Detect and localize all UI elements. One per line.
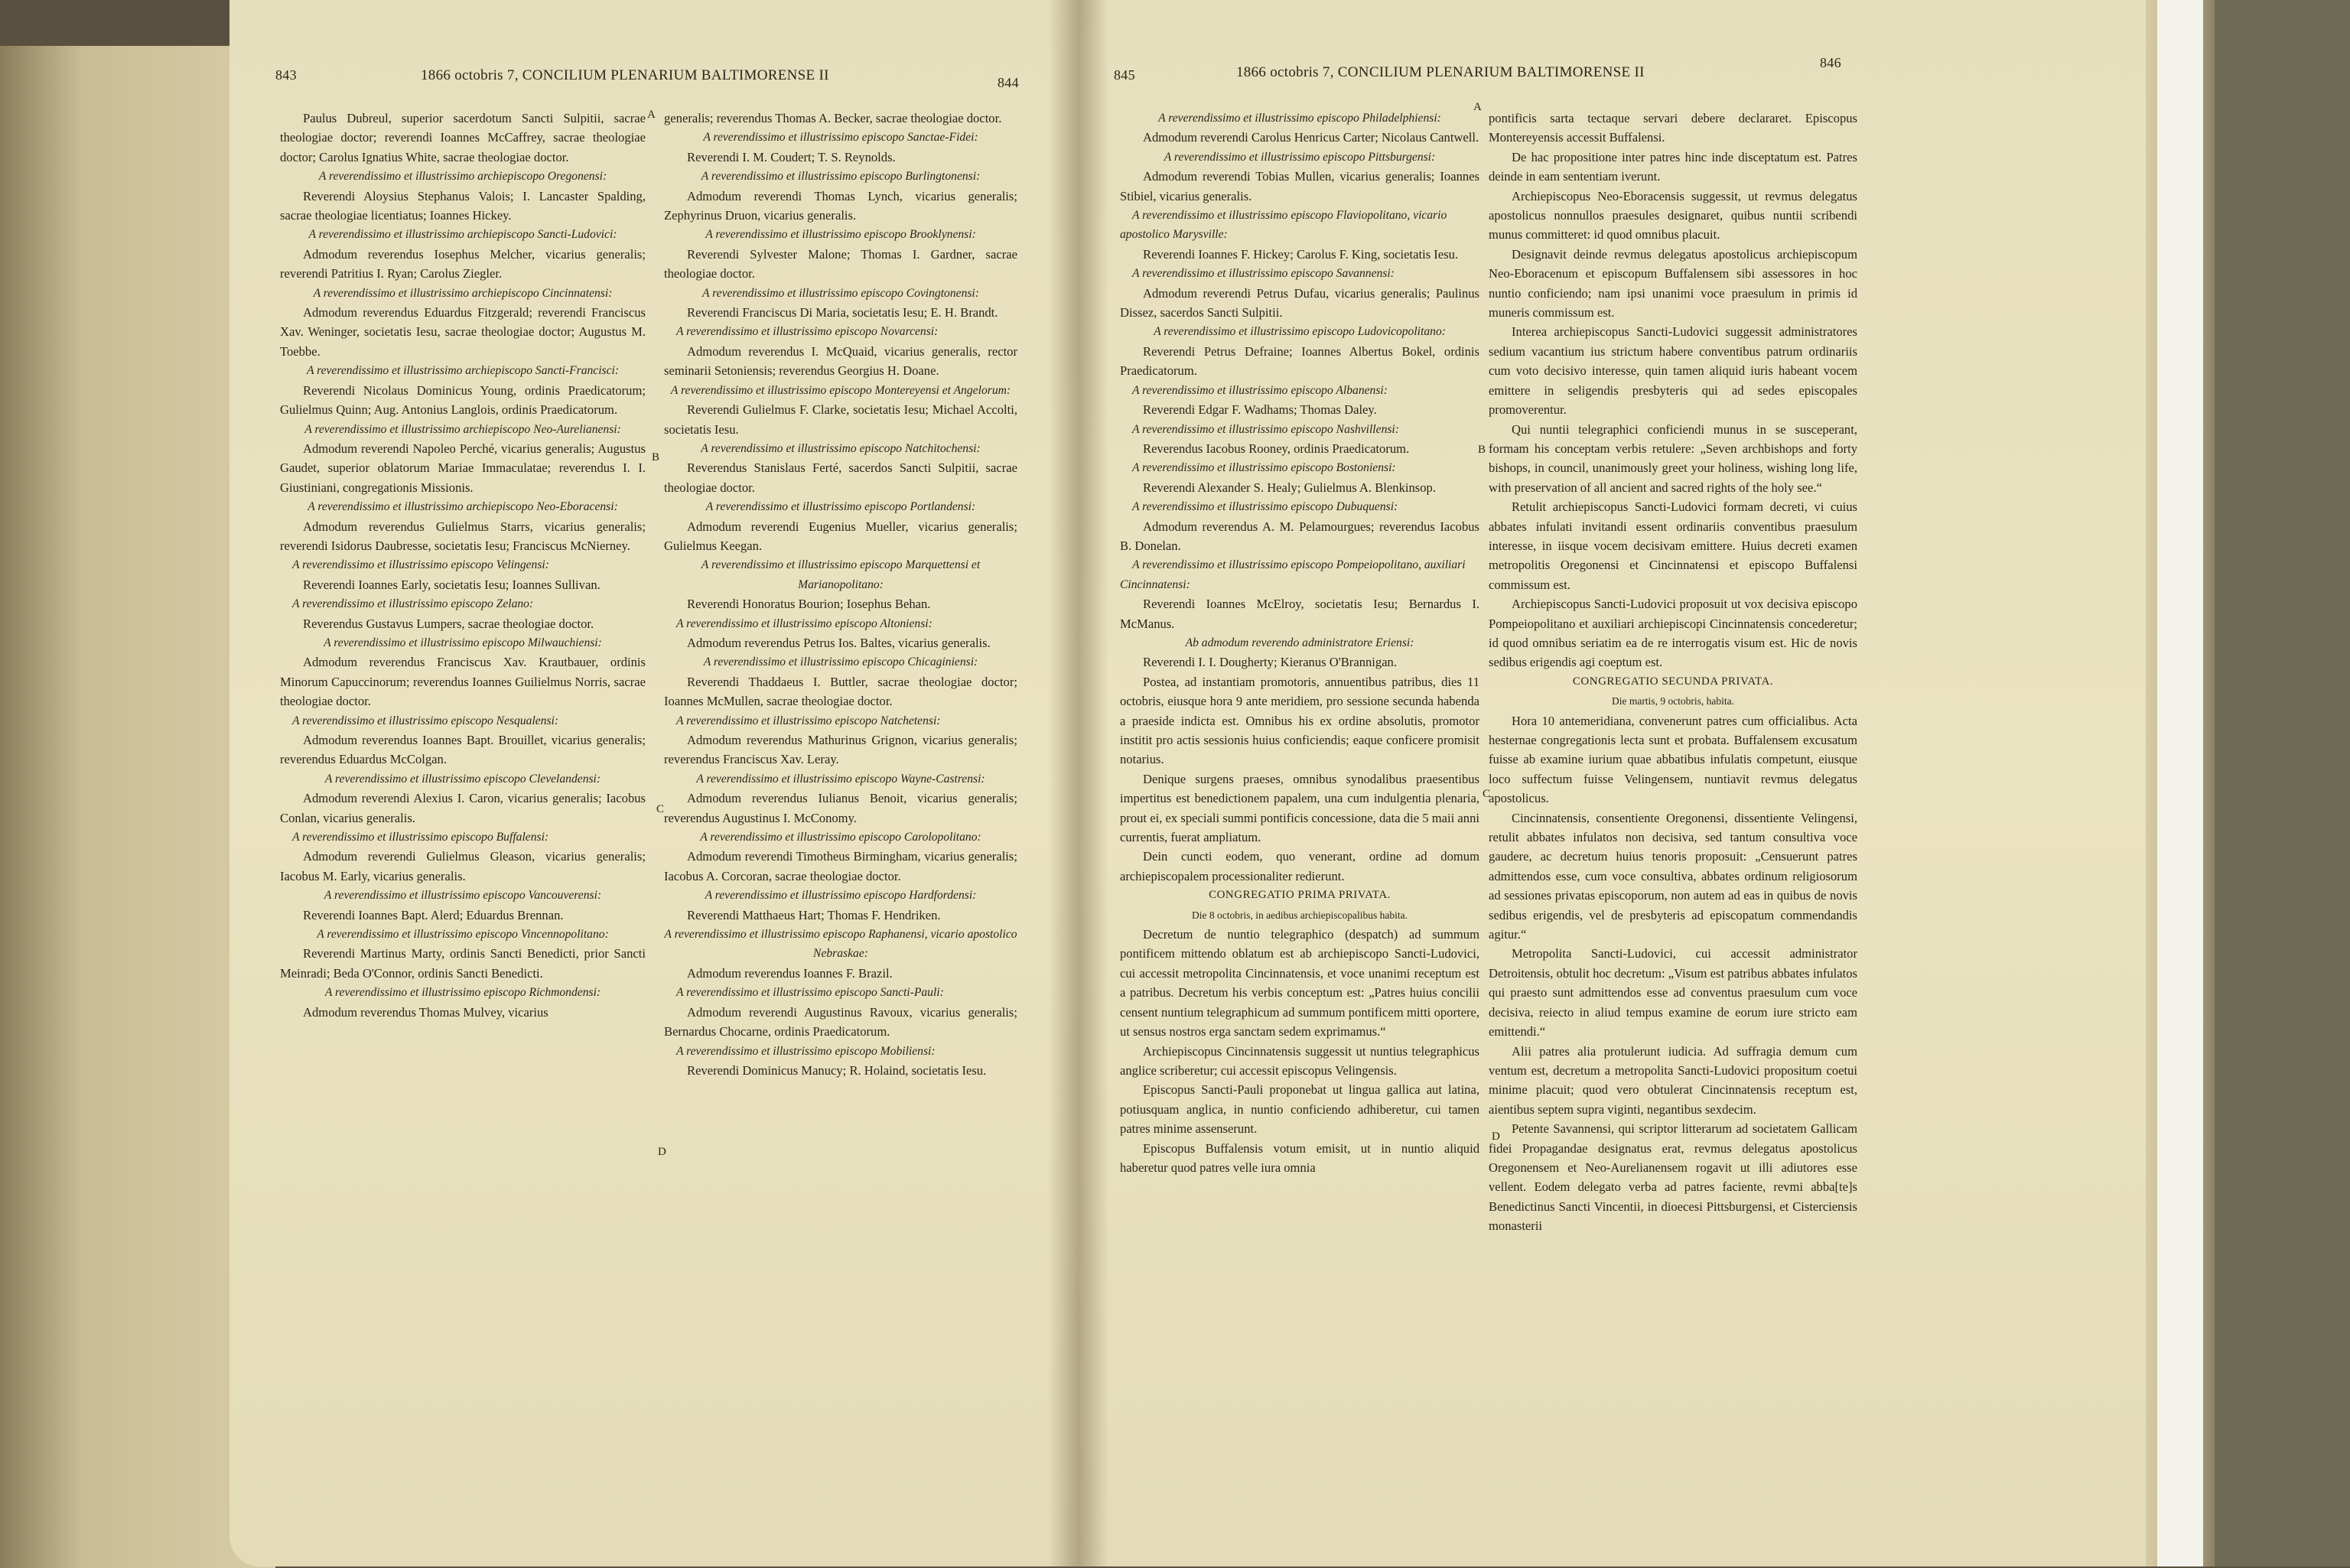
paragraph: De hac propositione inter patres hinc inde disceptatum est. Patres deinde in eam sententiam iverunt. [1489, 149, 1857, 184]
paragraph: Admodum reverendi Alexius I. Caron, vicarius generalis; Iacobus Conlan, vicarius generalis. [280, 791, 646, 825]
paragraph: Admodum reverendi Petrus Dufau, vicarius generalis; Paulinus Dissez, sacerdos Sancti Sulpitii. [1120, 285, 1479, 320]
section-heading: A reverendissimo et illustrissimo episcopo Buffalensi: [292, 831, 549, 844]
book-gutter [1048, 0, 1109, 1566]
section-heading: A reverendissimo et illustrissimo episcopo Raphanensi, vicario apostolico Nebraskae: [664, 928, 1017, 961]
paragraph: Decretum de nuntio telegraphico (despatch) ad summum pontificem mittendo oblatum est ab archiepiscopo Sancti-Ludovici, cui accessit metropolita Cincinnatensis, et voce unanimi receptum est a patribus. Decretum his verbis conceptum est: „Patres huius concilii censent nuntium telegraphicum ad summum pontificem mitti oportere, ut sensus nostros erga sanctam sedem exprimamus.“ [1120, 927, 1479, 1039]
paragraph: pontificis sarta tectaque servari debere declararet. Episcopus Montereyensis accessit Buffalensi. [1489, 111, 1857, 145]
congregation-title: CONGREGATIO SECUNDA PRIVATA. [1572, 675, 1774, 688]
paragraph: Reverendi Ioannes Bapt. Alerd; Eduardus Brennan. [303, 907, 564, 922]
section-heading: A reverendissimo et illustrissimo episcopo Albanensi: [1132, 383, 1388, 397]
paragraph: Cincinnatensis, consentiente Oregonensi, dissentiente Velingensi, retulit abbates infulatos non decisiva, sed tantum consultiva voce gaudere, ac decretum huius tenoris proposuit: „Censuerunt patres admittendos esse, cum voce consultiva, abbates ordinum religiosorum ad sessiones privatas episcoporum, non autem ad eas in quibus de novis sedibus erigendis, vel de presbyteris ad episcopatum commendandis agitur.“ [1489, 810, 1857, 942]
paragraph: Admodum reverendus I. McQuaid, vicarius generalis, rector seminarii Setoniensis; reverendus Georgius H. Doane. [664, 343, 1017, 379]
section-heading: A reverendissimo et illustrissimo archiepiscopo Cincinnatensi: [313, 286, 613, 300]
section-heading: A reverendissimo et illustrissimo episcopo Sanctae-Fidei: [703, 131, 978, 145]
margin-letter-b-left: B [652, 451, 660, 464]
paragraph: Reverendi Gulielmus F. Clarke, societatis Iesu; Michael Accolti, societatis Iesu. [664, 402, 1017, 437]
white-strip [2157, 0, 2203, 1566]
paragraph: Admodum reverendus Franciscus Xav. Krautbauer, ordinis Minorum Capuccinorum; reverendus Ioannes Guilielmus Norris, sacrae theologiae doctor. [280, 655, 646, 709]
paragraph: Reverendi Franciscus Di Maria, societatis Iesu; E. H. Brandt. [687, 305, 998, 320]
running-title-right: 1866 octobris 7, CONCILIUM PLENARIUM BALTIMORENSE II [1236, 64, 1645, 80]
background-surface [2203, 0, 2350, 1566]
margin-letter-a-right: A [1473, 101, 1482, 113]
paragraph: generalis; reverendus Thomas A. Becker, sacrae theologiae doctor. [664, 111, 1002, 125]
paragraph: Admodum reverendi Napoleo Perché, vicarius generalis; Augustus Gaudet, superior oblatorum Mariae Immaculatae; reverendus I. I. Giustiniani, congregationis Missionis. [280, 441, 646, 495]
section-heading: A reverendissimo et illustrissimo episcopo Burlingtonensi: [701, 170, 981, 184]
section-heading: A reverendissimo et illustrissimo episcopo Velingensi: [292, 558, 549, 572]
section-heading: A reverendissimo et illustrissimo archiepiscopo Oregonensi: [318, 170, 607, 184]
section-heading: A reverendissimo et illustrissimo episcopo Natchitochensi: [701, 441, 981, 455]
paragraph: Reverendi Ioannes Early, societatis Iesu; Ioannes Sullivan. [303, 577, 601, 592]
paragraph: Reverendi Honoratus Bourion; Iosephus Behan. [687, 597, 931, 612]
paragraph: Qui nuntii telegraphici conficiendi munus in se susceperant, formam his conceptam verbis retulere: „Seven archbishops and forty bishops, in council, unanimously greet your holiness, wishing long life, with preservation of all ancient and sacred rights of the holy see.“ [1489, 421, 1857, 495]
paragraph: Postea, ad instantiam promotoris, annuentibus patribus, dies 11 octobris, eiusque hora 9 ante meridiem, pro sessione secunda habenda a praeside indicta est. Omnibus his ex ordine absolutis, promotor institit pro actis sessionis huius conficiendis; eaque conficere promisit notarius. [1120, 674, 1479, 767]
paragraph: Reverendi Ioannes McElroy, societatis Iesu; Bernardus I. McManus. [1120, 597, 1479, 631]
column-2 [664, 109, 1017, 1080]
column-3 [1120, 109, 1479, 1177]
section-heading: A reverendissimo et illustrissimo episcopo Brooklynensi: [705, 228, 976, 242]
paragraph: Admodum reverendi Timotheus Birmingham, vicarius generalis; Iacobus A. Corcoran, sacrae theologiae doctor. [664, 849, 1017, 883]
paragraph: Alii patres alia protulerunt iudicia. Ad suffragia demum cum ventum est, decretum a metropolita Sancti-Ludovici propositum coetui minime placuit; quod vero obtulerat Cincinnatensis receptum est, aientibus septem supra viginti, negantibus sexdecim. [1489, 1043, 1857, 1117]
page-number-845: 845 [1114, 67, 1135, 83]
section-heading: A reverendissimo et illustrissimo episcopo Bostoniensi: [1132, 461, 1396, 475]
paragraph: Reverendus Iacobus Rooney, ordinis Praedicatorum. [1143, 441, 1410, 456]
congregation-title: CONGREGATIO PRIMA PRIVATA. [1209, 889, 1391, 902]
paragraph: Archiepiscopus Sancti-Ludovici proposuit ut vox decisiva episcopo Pompeiopolitano et auxiliari archiepiscopi Cincinnatensis concederetur; id quod omnibus seriatim ea de re interrogatis visum est. Hic de novis sedibus erigendis agi coeptum est. [1489, 597, 1857, 670]
section-heading: A reverendissimo et illustrissimo episcopo Vincennopolitano: [317, 928, 609, 942]
section-heading: A reverendissimo et illustrissimo episcopo Mobiliensi: [676, 1044, 936, 1058]
section-heading: A reverendissimo et illustrissimo episcopo Marquettensi et Marianopolitano: [701, 558, 981, 591]
paragraph: Admodum reverendi Gulielmus Gleason, vicarius generalis; Iacobus M. Early, vicarius generalis. [280, 849, 646, 883]
page-number-846: 846 [1820, 55, 1841, 70]
paragraph: Dein cuncti eodem, quo venerant, ordine ad domum archiepiscopalem processionaliter redierunt. [1120, 849, 1479, 883]
margin-letter-d-right: D [1492, 1130, 1500, 1143]
paragraph: Retulit archiepiscopus Sancti-Ludovici formam decreti, vi cuius abbates infulati invitandi essent ordinariis conventibus praesulum interesse, in iisque vocem decisivam emittere. Huius decreti examen metropolitis Oregonensi et Cincinnatensi et episcopo Buffalensi commissum est. [1489, 499, 1857, 592]
paragraph: Reverendi I. M. Coudert; T. S. Reynolds. [687, 149, 896, 164]
section-heading: A reverendissimo et illustrissimo episcopo Pompeiopolitano, auxiliari Cincinnatensi: [1120, 558, 1466, 591]
margin-letter-a-left: A [647, 109, 656, 121]
section-heading: A reverendissimo et illustrissimo archiepiscopo Sancti-Francisci: [306, 364, 620, 378]
section-heading: A reverendissimo et illustrissimo episcopo Zelano: [292, 597, 534, 611]
paragraph: Reverendus Gustavus Lumpers, sacrae theologiae doctor. [303, 616, 594, 631]
section-heading: A reverendissimo et illustrissimo episcopo Covingtonensi: [702, 286, 979, 300]
margin-letter-d-left: D [658, 1146, 666, 1158]
section-heading: A reverendissimo et illustrissimo episcopo Vancouverensi: [324, 889, 602, 903]
paragraph: Hora 10 antemeridiana, convenerunt patres cum officialibus. Acta hesternae congregationis lecta sunt et probata. Buffalensem excusatum fuisse ab examine iurium quae abbatibus infulatis competunt, eiusque loco suffectum fuisse Velingensem, nuntiavit revmus delegatus apostolicus. [1489, 713, 1857, 806]
section-heading: A reverendissimo et illustrissimo episcopo Wayne-Castrensi: [696, 772, 985, 786]
section-heading: A reverendissimo et illustrissimo episcopo Nashvillensi: [1132, 422, 1399, 436]
section-heading: A reverendissimo et illustrissimo episcopo Novarcensi: [676, 325, 939, 339]
congregation-date: Die 8 octobris, in aedibus archiepiscopalibus habita. [1192, 909, 1408, 921]
paragraph: Reverendi Alexander S. Healy; Gulielmus A. Blenkinsop. [1143, 480, 1436, 495]
section-heading: A reverendissimo et illustrissimo episcopo Flaviopolitano, vicario apostolico Marysville: [1120, 209, 1447, 242]
paragraph: Admodum reverendus Petrus Ios. Baltes, vicarius generalis. [687, 635, 991, 650]
margin-letter-c-right: C [1483, 788, 1491, 800]
section-heading: A reverendissimo et illustrissimo episcopo Nesqualensi: [292, 714, 559, 727]
section-heading: A reverendissimo et illustrissimo episcopo Savannensi: [1132, 267, 1395, 281]
paragraph: Admodum reverendus Thomas Mulvey, vicarius [303, 1004, 548, 1020]
paragraph: Denique surgens praeses, omnibus synodalibus praesentibus impertitus est benedictionem papalem, una cum indulgentia plenaria, prout ei, ex speciali summi pontificis concessione, data die 5 maii anni currentis, fuerat ampliatum. [1120, 771, 1479, 845]
section-heading: A reverendissimo et illustrissimo episcopo Philadelphiensi: [1158, 112, 1441, 125]
paragraph: Reverendi I. I. Dougherty; Kieranus O'Brannigan. [1143, 655, 1398, 670]
paragraph: Admodum reverendi Eugenius Mueller, vicarius generalis; Gulielmus Keegan. [664, 519, 1017, 553]
section-heading: A reverendissimo et illustrissimo episcopo Portlandensi: [705, 500, 976, 514]
paragraph: Episcopus Sancti-Pauli proponebat ut lingua gallica aut latina, potiusquam anglica, in nuntio conficiendo adhiberetur, cui tamen patres minime assenserunt. [1120, 1082, 1479, 1137]
paragraph: Reverendi Dominicus Manucy; R. Holaind, societatis Iesu. [687, 1062, 987, 1078]
paragraph: Admodum reverendi Carolus Henricus Carter; Nicolaus Cantwell. [1143, 130, 1479, 145]
column-4 [1489, 109, 1857, 1236]
paragraph: Paulus Dubreul, superior sacerdotum Sancti Sulpitii, sacrae theologiae doctor; reverendi Ioannes McCaffrey, sacrae theologiae doctor; Carolus Ignatius White, sacrae theologiae doctor. [280, 111, 646, 164]
paragraph: Reverendus Stanislaus Ferté, sacerdos Sancti Sulpitii, sacrae theologiae doctor. [664, 460, 1017, 495]
paragraph: Admodum reverendi Thomas Lynch, vicarius generalis; Zephyrinus Druon, vicarius generalis. [664, 188, 1017, 223]
section-heading: A reverendissimo et illustrissimo episcopo Altoniensi: [676, 616, 933, 630]
section-heading: A reverendissimo et illustrissimo archiepiscopo Neo-Eboracensi: [308, 500, 618, 514]
margin-letter-c-left: C [656, 803, 665, 815]
paragraph: Metropolita Sancti-Ludovici, cui accessit administrator Detroitensis, obtulit hoc decretum: „Visum est patribus abbates infulatos qui praesto sunt admittendos esse ad conventus praesulum cum voce decisiva, reiecto in aliud tempus examine de eorum iure stricto eam emittendi.“ [1489, 946, 1857, 1039]
paragraph: Admodum reverendus Iulianus Benoit, vicarius generalis; reverendus Augustinus I. McConomy. [664, 791, 1017, 825]
paragraph: Reverendi Thaddaeus I. Buttler, sacrae theologiae doctor; Ioannes McMullen, sacrae theologiae doctor. [664, 674, 1017, 709]
section-heading: A reverendissimo et illustrissimo episcopo Chicaginiensi: [703, 656, 978, 669]
paragraph: Admodum reverendi Tobias Mullen, vicarius generalis; Ioannes Stibiel, vicarius generalis. [1120, 169, 1479, 203]
paragraph: Reverendi Ioannes F. Hickey; Carolus F. King, societatis Iesu. [1143, 246, 1459, 262]
paragraph: Admodum reverendus Ioannes F. Brazil. [687, 965, 893, 981]
section-heading: A reverendissimo et illustrissimo episcopo Hardfordensi: [705, 889, 977, 903]
paragraph: Admodum reverendus Ioannes Bapt. Brouillet, vicarius generalis; reverendus Eduardus McColgan. [280, 733, 646, 767]
paragraph: Petente Savannensi, qui scriptor litterarum ad societatem Gallicam fidei Propagandae designatus erat, revmus delegatus apostolicus Oregonensem et Neo-Aurelianensem rogavit ut illi adiutores esse vellent. Eodem delegato verba ad patres faciente, revmi abba[te]s Benedictinus Sancti Vincentii, in dioecesi Pittsburgensi, et Cisterciensis monasterii [1489, 1121, 1857, 1234]
paragraph: Reverendi Nicolaus Dominicus Young, ordinis Praedicatorum; Gulielmus Quinn; Aug. Antonius Langlois, ordinis Praedicatorum. [280, 382, 646, 418]
paragraph: Admodum reverendi Augustinus Ravoux, vicarius generalis; Bernardus Chocarne, ordinis Praedicatorum. [664, 1004, 1017, 1039]
section-heading: A reverendissimo et illustrissimo archiepiscopo Sancti-Ludovici: [308, 228, 617, 242]
paragraph: Reverendi Matthaeus Hart; Thomas F. Hendriken. [687, 907, 941, 922]
paragraph: Reverendi Petrus Defraine; Ioannes Albertus Bokel, ordinis Praedicatorum. [1120, 343, 1479, 379]
section-heading: A reverendissimo et illustrissimo episcopo Montereyensi et Angelorum: [670, 383, 1011, 397]
paragraph: Archiepiscopus Neo-Eboracensis suggessit, ut revmus delegatus apostolicus nonnullos praesules designaret, quibus nuntii scribendi munus committeret: id quod omnibus placuit. [1489, 188, 1857, 242]
congregation-date: Die martis, 9 octobris, habita. [1611, 695, 1735, 708]
paragraph: Reverendi Sylvester Malone; Thomas I. Gardner, sacrae theologiae doctor. [664, 246, 1017, 281]
paragraph: Episcopus Buffalensis votum emisit, ut in nuntio aliquid haberetur quod patres velle iura omnia [1120, 1140, 1479, 1175]
section-heading: A reverendissimo et illustrissimo episcopo Pittsburgensi: [1164, 150, 1436, 164]
paragraph: Reverendi Aloysius Stephanus Valois; I. Lancaster Spalding, sacrae theologiae licentiatus; Ioannes Hickey. [280, 188, 646, 223]
section-heading: A reverendissimo et illustrissimo episcopo Dubuquensi: [1132, 500, 1398, 514]
paragraph: Reverendi Edgar F. Wadhams; Thomas Daley. [1143, 402, 1377, 418]
section-heading: A reverendissimo et illustrissimo episcopo Richmondensi: [324, 986, 601, 1000]
paragraph: Designavit deinde revmus delegatus apostolicus archiepiscopum Neo-Eboracenum et episcopum Buffalensem sibi assessores in hoc nuntio conficiendo; nam ipsi unanimi voce praesulum in primis id muneris commissum est. [1489, 246, 1857, 320]
page-number-843: 843 [275, 67, 297, 83]
paragraph: Interea archiepiscopus Sancti-Ludovici suggessit administratores sedium vacantium ius strictum habere conventibus patrum ordinariis cum voto decisivo interesse, quin tamen aliquid iuris habeant vocem emittere in seligendis presbyteris qui ad sedes episcopales promoverentur. [1489, 324, 1857, 418]
paragraph: Admodum reverendus Mathurinus Grignon, vicarius generalis; reverendus Franciscus Xav. Leray. [664, 733, 1017, 767]
section-heading: A reverendissimo et illustrissimo episcopo Natchetensi: [676, 714, 941, 727]
section-heading: Ab admodum reverendo administratore Eriensi: [1185, 636, 1414, 649]
paragraph: Admodum reverendus Eduardus Fitzgerald; reverendi Franciscus Xav. Weninger, societatis Iesu, sacrae theologiae doctor; Augustus M. Toebbe. [280, 305, 646, 359]
section-heading: A reverendissimo et illustrissimo episcopo Clevelandensi: [324, 772, 601, 786]
page-number-844: 844 [998, 75, 1019, 90]
paragraph: Admodum reverendus A. M. Pelamourgues; reverendus Iacobus B. Donelan. [1120, 519, 1479, 553]
paragraph: Admodum reverendus Iosephus Melcher, vicarius generalis; reverendi Patritius I. Ryan; Carolus Ziegler. [280, 246, 646, 281]
paragraph: Reverendi Martinus Marty, ordinis Sancti Benedicti, prior Sancti Meinradi; Beda O'Connor, ordinis Sancti Benedicti. [280, 946, 646, 981]
section-heading: A reverendissimo et illustrissimo episcopo Milwauchiensi: [324, 636, 602, 649]
margin-letter-b-right: B [1478, 444, 1486, 456]
section-heading: A reverendissimo et illustrissimo episcopo Sancti-Pauli: [676, 986, 944, 1000]
section-heading: A reverendissimo et illustrissimo episcopo Carolopolitano: [700, 831, 981, 844]
paragraph: Admodum reverendus Gulielmus Starrs, vicarius generalis; reverendi Isidorus Daubresse, societatis Iesu; Franciscus McNierney. [280, 519, 646, 553]
running-title-left: 1866 octobris 7, CONCILIUM PLENARIUM BALTIMORENSE II [421, 67, 829, 83]
paragraph: Archiepiscopus Cincinnatensis suggessit ut nuntius telegraphicus anglice scriberetur; cui accessit episcopus Velingensis. [1120, 1043, 1479, 1078]
column-1 [280, 109, 646, 1022]
section-heading: A reverendissimo et illustrissimo archiepiscopo Neo-Aurelianensi: [304, 422, 621, 436]
section-heading: A reverendissimo et illustrissimo episcopo Ludovicopolitano: [1154, 325, 1446, 339]
